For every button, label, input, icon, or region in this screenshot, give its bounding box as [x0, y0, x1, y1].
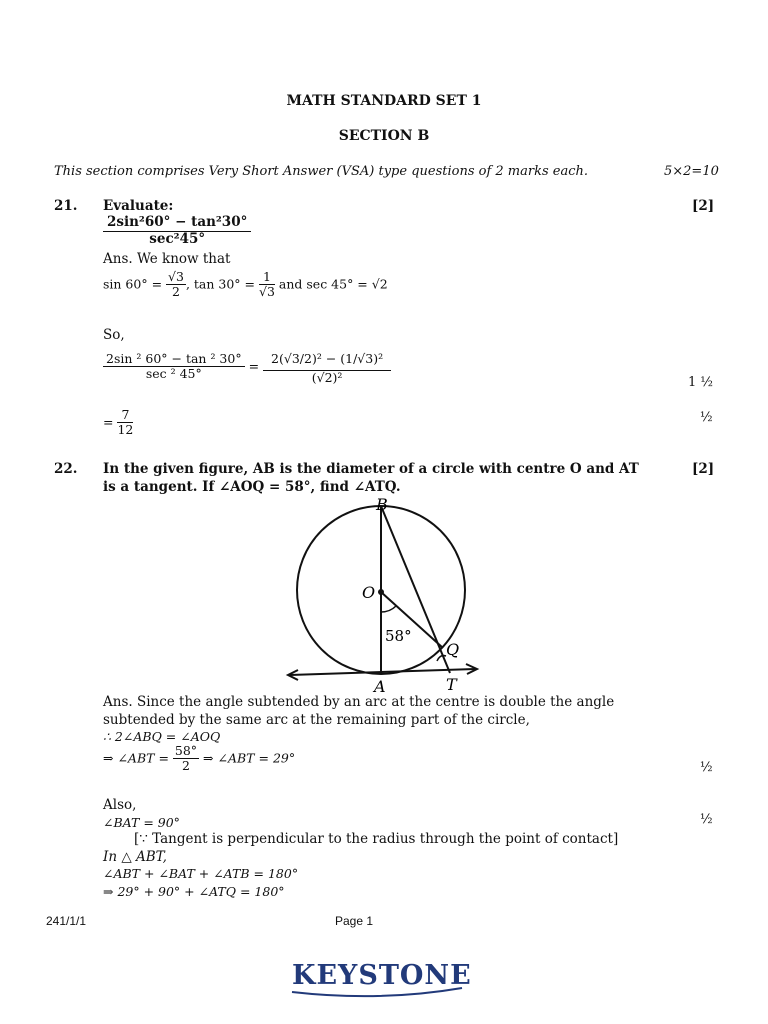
rhs-denominator: (√2)² [311, 370, 343, 386]
abt-result: ⇒ ∠ABT = 29° [203, 750, 296, 766]
question-21-marks: [2] [692, 198, 715, 214]
answer-22-mark-1: ½ [700, 760, 713, 775]
page-number: Page 1 [335, 914, 374, 928]
result-denominator: 12 [117, 422, 134, 438]
label-b: B [376, 495, 388, 514]
paper-code: 241/1/1 [46, 914, 87, 928]
result-numerator: 7 [117, 408, 133, 423]
answer-21-equation [103, 348, 391, 386]
answer-22-line-1: Ans. Since the angle subtended by an arc at the centre is double the angle [103, 694, 615, 710]
lhs-numerator: 2sin ² 60° − tan ² 30° [103, 352, 245, 367]
answer-22-angle-sum: ∠ABT + ∠BAT + ∠ATB = 180° [103, 866, 299, 881]
lhs-denominator: sec ² 45° [145, 366, 202, 382]
section-total-marks: 5×2=10 [664, 164, 719, 179]
answer-22-also: Also, [103, 797, 137, 813]
expr-numerator: 2sin²60° − tan²30° [103, 215, 251, 232]
answer-21-mark-1: 1 ½ [688, 375, 714, 390]
centre-point [378, 589, 384, 595]
page-title: MATH STANDARD SET 1 [286, 93, 482, 109]
section-title: SECTION B [338, 128, 430, 144]
answer-21-so: So, [103, 327, 125, 343]
label-angle-58: 58° [385, 627, 412, 645]
abt-lhs: ⇒ ∠ABT = [103, 750, 169, 766]
one-num: 1 [259, 270, 275, 285]
label-a: A [374, 677, 386, 694]
answer-22-angle-sum-2: ⇒ 29° + 90° + ∠ATQ = 180° [103, 884, 285, 899]
angle-arc-aoq [381, 606, 396, 612]
result-equals: = [103, 414, 114, 430]
abt-denominator: 2 [182, 758, 190, 774]
sqrt3-den: √3 [259, 284, 275, 300]
sin-60-lhs: sin 60° = [103, 276, 163, 292]
sqrt3-num: √3 [168, 269, 184, 284]
answer-22-reason: [∵ Tangent is perpendicular to the radius through the point of contact] [134, 831, 619, 847]
answer-22-line-3: ∴ 2∠ABQ = ∠AOQ [103, 729, 221, 744]
question-21-expression [103, 215, 251, 247]
answer-22-in-triangle: In △ ABT, [103, 849, 167, 865]
logo-text: KEYSTONE [292, 960, 472, 991]
answer-21-intro: Ans. We know that [103, 251, 231, 267]
equals-sign: = [248, 358, 260, 374]
label-t: T [446, 675, 457, 694]
keystone-logo [292, 960, 472, 1000]
answer-21-mark-2: ½ [700, 410, 713, 425]
abt-numerator: 58° [174, 743, 198, 758]
question-22-line-1: In the given figure, AB is the diameter of a circle with centre O and AT [103, 461, 639, 477]
rhs-numerator: 2(√3/2)² − (1/√3)² [263, 348, 391, 371]
question-22-marks: [2] [692, 461, 715, 477]
answer-22-line-4 [103, 744, 295, 774]
answer-21-result [103, 408, 133, 438]
question-22-line-2: is a tangent. If ∠AOQ = 58°, find ∠ATQ. [103, 479, 401, 495]
circle-figure [280, 494, 490, 694]
answer-22-bat: ∠BAT = 90° [103, 815, 180, 830]
two-den: 2 [172, 284, 180, 300]
label-q: Q [446, 640, 460, 659]
answer-21-values [103, 270, 388, 300]
logo-swoosh-icon [290, 986, 466, 1000]
question-number-22: 22. [54, 461, 78, 477]
question-21-label: Evaluate: [103, 198, 174, 214]
label-o: O [362, 583, 376, 602]
expr-denominator: sec²45° [149, 230, 206, 247]
sec-45-text: and sec 45° = √2 [278, 276, 388, 292]
section-instruction: This section comprises Very Short Answer (VSA) type questions of 2 marks each. [54, 164, 589, 179]
tan-30-lhs: , tan 30° = [185, 276, 256, 292]
answer-22-line-2: subtended by the same arc at the remaining part of the circle, [103, 712, 530, 728]
question-number-21: 21. [54, 198, 78, 214]
answer-22-mark-2: ½ [700, 812, 713, 827]
